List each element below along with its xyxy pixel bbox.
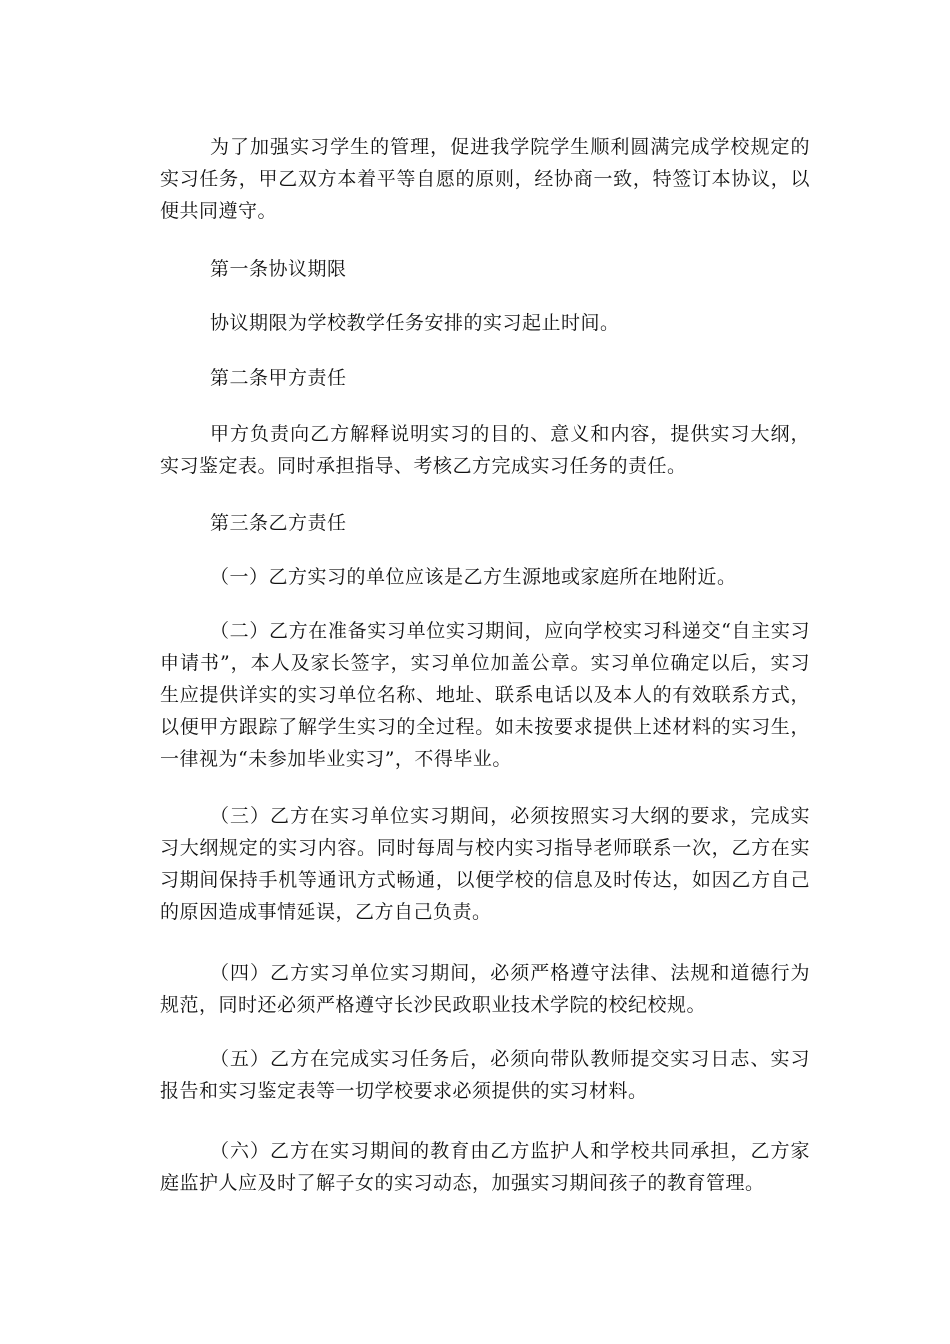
article-3-item-4: （四）乙方实习单位实习期间，必须严格遵守法律、法规和道德行为规范，同时还必须严格遵守长沙民政职业技术学院的校纪校规。 xyxy=(160,962,810,1016)
article-3-item-5: （五）乙方在完成实习任务后，必须向带队教师提交实习日志、实习报告和实习鉴定表等一切学校要求必须提供的实习材料。 xyxy=(160,1048,810,1102)
article-2-paragraph: 甲方负责向乙方解释说明实习的目的、意义和内容，提供实习大纲，实习鉴定表。同时承担指导、考核乙方完成实习任务的责任。 xyxy=(160,423,810,477)
article-1-heading: 第一条协议期限 xyxy=(210,258,347,280)
article-3-heading: 第三条乙方责任 xyxy=(210,512,347,534)
article-1-paragraph: 协议期限为学校教学任务安排的实习起止时间。 xyxy=(210,312,620,334)
article-2-heading: 第二条甲方责任 xyxy=(210,367,347,389)
article-3-item-1: （一）乙方实习的单位应该是乙方生源地或家庭所在地附近。 xyxy=(210,566,737,588)
article-3-item-6: （六）乙方在实习期间的教育由乙方监护人和学校共同承担，乙方家庭监护人应及时了解子女的实习动态，加强实习期间孩子的教育管理。 xyxy=(160,1140,810,1194)
article-3-item-2: （二）乙方在准备实习单位实习期间，应向学校实习科递交“自主实习申请书”，本人及家长签字，实习单位加盖公章。实习单位确定以后，实习生应提供详实的实习单位名称、地址、联系电话以及本人的有效联系方式，以便甲方跟踪了解学生实习的全过程。如未按要求提供上述材料的实习生，一律视为“未参加毕业实习”，不得毕业。 xyxy=(160,620,810,770)
intro-paragraph: 为了加强实习学生的管理，促进我学院学生顺利圆满完成学校规定的实习任务，甲乙双方本着平等自愿的原则，经协商一致，特签订本协议，以便共同遵守。 xyxy=(160,136,810,222)
article-3-item-3: （三）乙方在实习单位实习期间，必须按照实习大纲的要求，完成实习大纲规定的实习内容。同时每周与校内实习指导老师联系一次，乙方在实习期间保持手机等通讯方式畅通，以便学校的信息及时传达，如因乙方自己的原因造成事情延误，乙方自己负责。 xyxy=(160,805,810,923)
